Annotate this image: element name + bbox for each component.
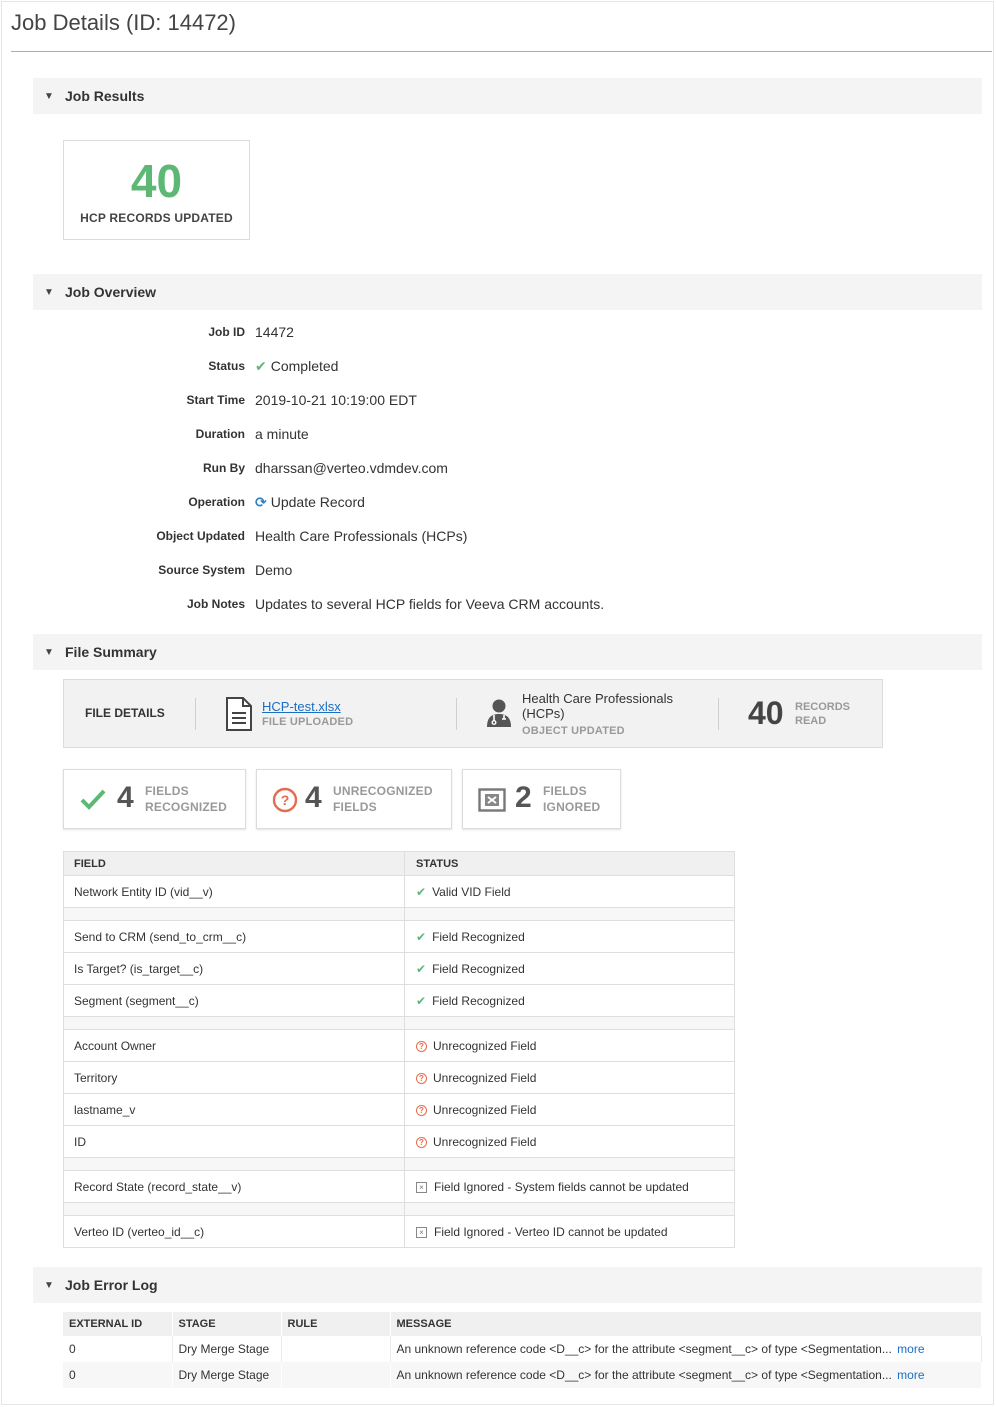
field-status: Unrecognized Field	[433, 1103, 537, 1118]
ignored-box-icon: ×	[416, 1227, 427, 1238]
stage: Dry Merge Stage	[172, 1362, 281, 1388]
overview-value: ✔ Completed	[255, 357, 339, 374]
overview-value: 2019-10-21 10:19:00 EDT	[255, 392, 417, 408]
question-circle-icon: ?	[416, 1073, 427, 1084]
question-circle-icon: ?	[416, 1105, 427, 1116]
overview-row	[63, 492, 943, 512]
overview-row	[63, 424, 943, 444]
table-row	[64, 1171, 735, 1203]
caret-down-icon: ▼	[44, 286, 54, 298]
field-name: ID	[64, 1126, 405, 1158]
message-cell	[390, 1336, 982, 1362]
group-spacer	[64, 1158, 735, 1171]
field-status: Field Recognized	[432, 993, 525, 1008]
overview-key: Object Updated	[156, 529, 245, 543]
field-status: Field Recognized	[432, 961, 525, 976]
check-icon: ✔	[255, 357, 267, 374]
field-status: Unrecognized Field	[433, 1039, 537, 1054]
fields-recognized-label: FIELDS RECOGNIZED	[145, 784, 228, 814]
object-updated-label: OBJECT UPDATED	[522, 725, 625, 737]
overview-value: dharssan@verteo.vdmdev.com	[255, 460, 448, 476]
divider	[718, 698, 719, 730]
caret-down-icon: ▼	[44, 1279, 54, 1291]
field-status: Field Ignored - System fields cannot be updated	[434, 1180, 689, 1195]
file-uploaded-label: FILE UPLOADED	[262, 716, 354, 728]
results-card	[63, 140, 250, 240]
group-spacer	[64, 908, 735, 921]
column-header: STAGE	[172, 1312, 281, 1336]
caret-down-icon: ▼	[44, 646, 54, 658]
divider	[456, 698, 457, 730]
column-header: RULE	[281, 1312, 390, 1336]
table-row	[64, 1216, 735, 1248]
field-name: lastname_v	[64, 1094, 405, 1126]
check-icon: ✔	[416, 993, 427, 1008]
stage: Dry Merge Stage	[172, 1336, 281, 1362]
question-circle-icon	[272, 787, 298, 816]
sync-icon: ⟳	[255, 493, 267, 510]
external-id: 0	[63, 1362, 172, 1388]
overview-key: Start Time	[186, 393, 245, 407]
section-file-summary[interactable]	[33, 634, 982, 670]
section-title: Job Overview	[65, 284, 157, 300]
external-id: 0	[63, 1336, 172, 1362]
records-read-label: RECORDS READ	[795, 701, 851, 727]
section-title: File Summary	[65, 644, 157, 660]
question-circle-icon: ?	[416, 1041, 427, 1052]
fields-ignored-label: FIELDS IGNORED	[543, 784, 601, 814]
rule	[281, 1336, 390, 1362]
more-link[interactable]: more	[897, 1368, 925, 1382]
overview-value: 14472	[255, 324, 294, 340]
overview-value: Updates to several HCP fields for Veeva CRM accounts.	[255, 596, 605, 612]
field-name: Verteo ID (verteo_id__c)	[64, 1216, 405, 1248]
check-icon: ✔	[416, 884, 427, 899]
question-circle-icon: ?	[416, 1137, 427, 1148]
overview-row	[63, 560, 943, 580]
check-icon: ✔	[416, 929, 427, 944]
caret-down-icon: ▼	[44, 90, 54, 102]
field-status: Field Recognized	[432, 929, 525, 944]
error-log-table	[63, 1312, 982, 1388]
field-status: Unrecognized Field	[433, 1071, 537, 1086]
table-row	[64, 921, 735, 953]
table-row	[64, 1030, 735, 1062]
overview-key: Run By	[203, 461, 245, 475]
table-row	[63, 1362, 982, 1388]
field-status: Unrecognized Field	[433, 1135, 537, 1150]
overview-key: Job Notes	[186, 597, 245, 611]
table-row	[64, 985, 735, 1017]
table-row	[64, 953, 735, 985]
table-header-row	[64, 852, 735, 876]
fields-ignored-count: 2	[515, 781, 532, 814]
check-icon: ✔	[416, 961, 427, 976]
rule	[281, 1362, 390, 1388]
field-name: Is Target? (is_target__c)	[64, 953, 405, 985]
records-read-count: 40	[748, 695, 784, 731]
file-details-title: FILE DETAILS	[85, 706, 165, 720]
overview-key: Source System	[158, 563, 245, 577]
section-title: Job Results	[65, 88, 145, 104]
table-row	[64, 1062, 735, 1094]
column-header: STATUS	[405, 852, 735, 876]
table-row	[64, 1126, 735, 1158]
field-name: Network Entity ID (vid__v)	[64, 876, 405, 908]
overview-key: Operation	[188, 495, 245, 509]
column-header: EXTERNAL ID	[63, 1312, 172, 1336]
overview-value: ⟳ Update Record	[255, 493, 365, 510]
divider	[195, 698, 196, 730]
section-job-overview[interactable]	[33, 274, 982, 310]
table-row	[64, 876, 735, 908]
title-divider	[11, 51, 992, 52]
error-message: An unknown reference code <D__c> for the attribute <segment__c> of type <Segmentation...	[396, 1368, 892, 1382]
records-updated-count: 40	[130, 155, 183, 207]
group-spacer	[64, 1203, 735, 1216]
column-header: FIELD	[64, 852, 405, 876]
check-icon	[80, 788, 106, 813]
overview-key: Job ID	[208, 325, 245, 339]
error-message: An unknown reference code <D__c> for the attribute <segment__c> of type <Segmentation...	[396, 1342, 892, 1356]
field-name: Territory	[64, 1062, 405, 1094]
fields-table	[63, 851, 735, 1248]
overview-row	[63, 356, 943, 376]
doctor-icon	[485, 698, 513, 731]
ignored-box-icon: ×	[416, 1182, 427, 1193]
ignored-box-icon	[478, 788, 506, 815]
section-job-results[interactable]	[33, 78, 982, 114]
unrecognized-fields-count: 4	[305, 781, 322, 814]
more-link[interactable]: more	[897, 1342, 925, 1356]
overview-row	[63, 390, 943, 410]
overview-row	[63, 322, 943, 342]
section-job-error-log[interactable]	[33, 1267, 982, 1303]
overview-row	[63, 458, 943, 478]
group-spacer	[64, 1017, 735, 1030]
field-name: Send to CRM (send_to_crm__c)	[64, 921, 405, 953]
overview-value: Health Care Professionals (HCPs)	[255, 528, 468, 544]
field-status: Valid VID Field	[432, 884, 511, 899]
object-updated-name: Health Care Professionals (HCPs)	[522, 691, 674, 721]
table-header-row	[63, 1312, 982, 1336]
fields-ignored-card[interactable]	[462, 769, 621, 829]
records-updated-label: HCP RECORDS UPDATED	[80, 211, 233, 225]
overview-key: Status	[208, 359, 245, 373]
page-title: Job Details (ID: 14472)	[11, 10, 236, 35]
overview-value: a minute	[255, 426, 309, 442]
overview-row	[63, 594, 943, 614]
table-row	[63, 1336, 982, 1362]
overview-row	[63, 526, 943, 546]
file-details-bar	[63, 679, 883, 748]
fields-recognized-card[interactable]	[63, 769, 246, 829]
table-row	[64, 1094, 735, 1126]
field-name: Record State (record_state__v)	[64, 1171, 405, 1203]
uploaded-file-link[interactable]: HCP-test.xlsx	[262, 699, 341, 714]
unrecognized-fields-label: UNRECOGNIZED FIELDS	[333, 784, 433, 814]
column-header: MESSAGE	[390, 1312, 982, 1336]
message-cell	[390, 1362, 982, 1388]
section-title: Job Error Log	[65, 1277, 158, 1293]
unrecognized-fields-card[interactable]	[256, 769, 452, 829]
overview-value: Demo	[255, 562, 293, 578]
document-icon	[224, 696, 254, 735]
field-name: Account Owner	[64, 1030, 405, 1062]
overview-key: Duration	[195, 427, 245, 441]
field-status: Field Ignored - Verteo ID cannot be updated	[434, 1225, 668, 1240]
field-name: Segment (segment__c)	[64, 985, 405, 1017]
svg-text:?: ?	[280, 792, 290, 808]
fields-recognized-count: 4	[117, 781, 134, 814]
